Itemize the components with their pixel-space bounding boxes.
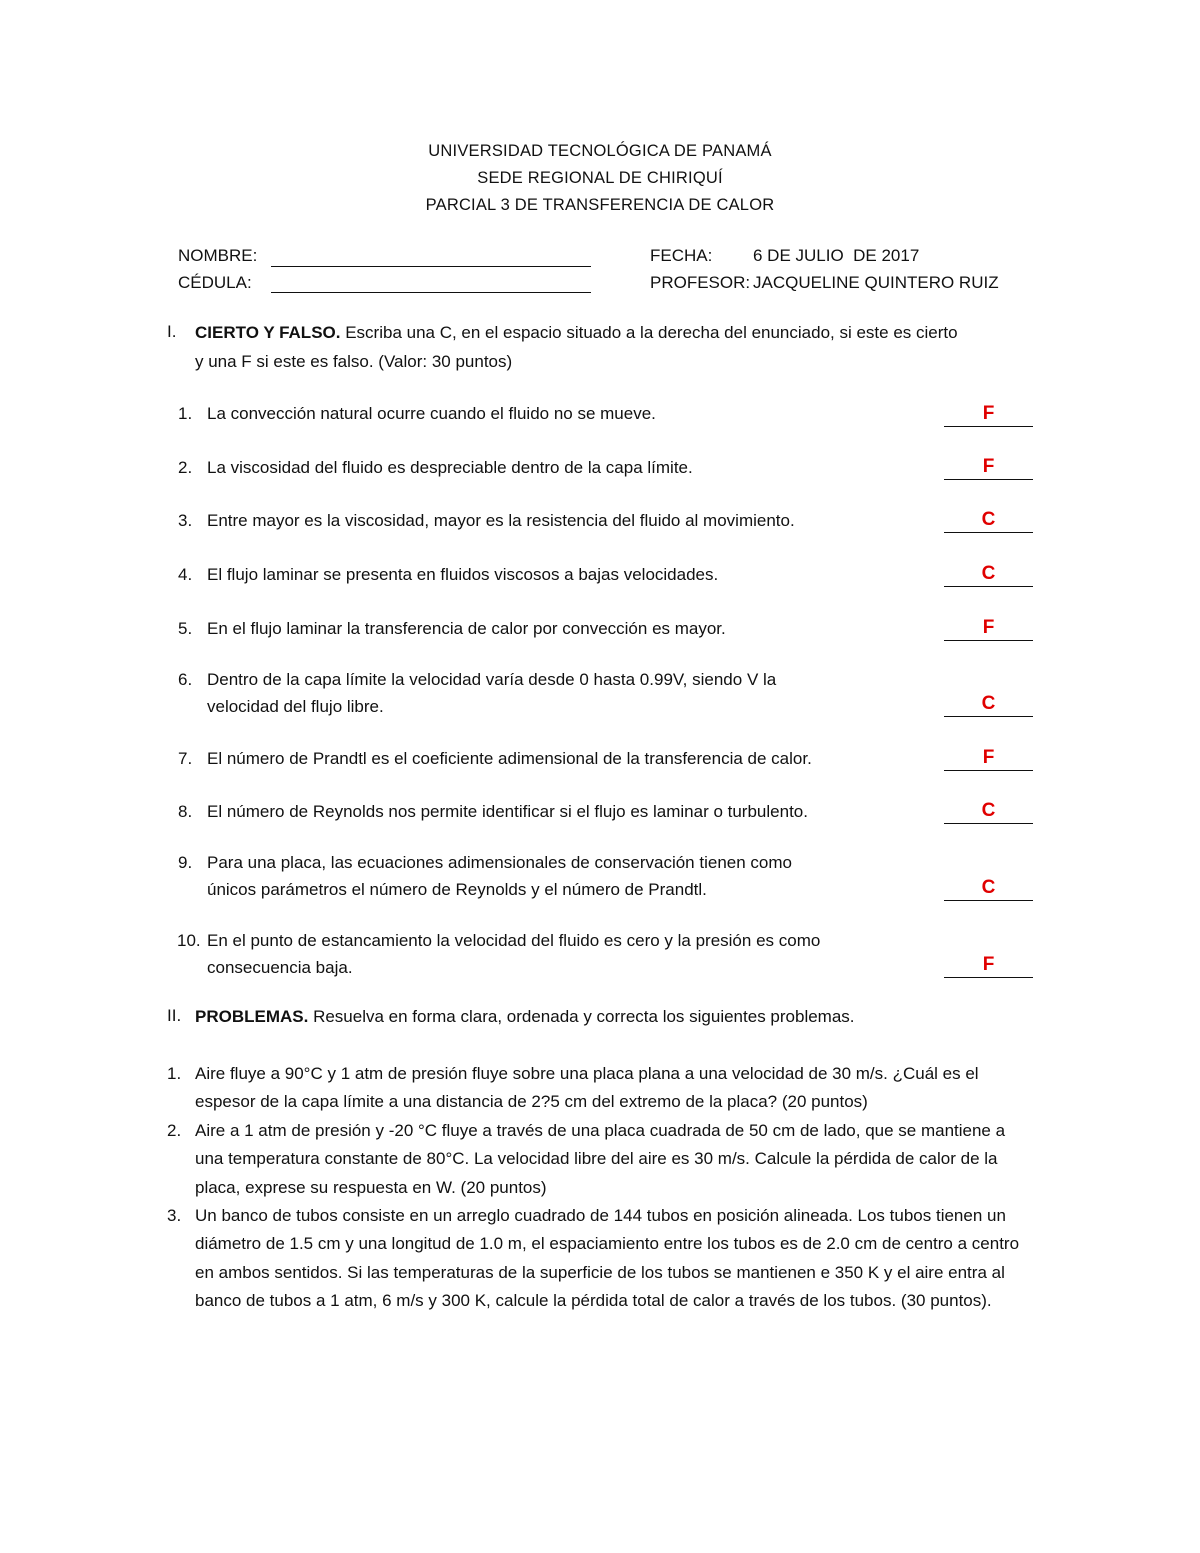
item-number: 1. <box>178 404 193 423</box>
exam-title: PARCIAL 3 DE TRANSFERENCIA DE CALOR <box>425 196 775 214</box>
problem-text: Aire a 1 atm de presión y -20 °C fluye a través de una placa cuadrada de 50 cm de lado, que se mantiene a una temperatura constante de 80°C. La velocidad libre del aire es 30 m/s. Calcule la pérdida de calor de la placa, exprese su respuesta en W. (20 puntos) <box>195 1121 1006 1197</box>
name-blank-line[interactable] <box>271 266 591 267</box>
answer-field[interactable]: F <box>944 403 1033 427</box>
answer-field[interactable]: C <box>944 800 1033 824</box>
problem-text: Aire fluye a 90°C y 1 atm de presión fluye sobre una placa plana a una velocidad de 30 m/s. ¿Cuál es el espesor de la capa límite a una distancia de 2?5 cm del extremo de la placa? (20 puntos) <box>195 1064 979 1112</box>
section-1-instruction-line1: Escriba una C, en el espacio situado a la derecha del enunciado, si este es cierto <box>340 323 958 342</box>
section-2-instructions <box>195 1002 1035 1031</box>
item-statement: La convección natural ocurre cuando el fluido no se mueve. <box>207 404 656 423</box>
answer-field[interactable]: C <box>944 563 1033 587</box>
answer-field[interactable]: C <box>944 877 1033 901</box>
professor-value: JACQUELINE QUINTERO RUIZ <box>753 273 999 292</box>
item-number: 4. <box>178 565 193 584</box>
item-number: 6. <box>178 670 193 689</box>
item-statement: El número de Reynolds nos permite identificar si el flujo es laminar o turbulento. <box>207 802 808 821</box>
item-number: 5. <box>178 619 193 638</box>
item-number: 8. <box>178 802 193 821</box>
id-blank-line[interactable] <box>271 292 591 293</box>
item-statement-line2: consecuencia baja. <box>207 958 353 977</box>
item-number: 2. <box>178 458 193 477</box>
item-statement: La viscosidad del fluido es despreciable dentro de la capa límite. <box>207 458 693 477</box>
date-value: 6 DE JULIO DE 2017 <box>753 246 920 265</box>
answer-field[interactable]: C <box>944 509 1033 533</box>
answer-field[interactable]: F <box>944 954 1033 978</box>
item-statement <box>207 666 927 720</box>
answer-field[interactable]: C <box>944 693 1033 717</box>
section-2-title: PROBLEMAS. <box>195 1007 309 1026</box>
section-1-instructions <box>195 318 1035 376</box>
name-label: NOMBRE: <box>178 246 258 265</box>
section-2-numeral: II. <box>167 1006 182 1025</box>
date-label: FECHA: <box>650 246 713 265</box>
answer-field[interactable]: F <box>944 456 1033 480</box>
item-statement: En el flujo laminar la transferencia de calor por convección es mayor. <box>207 619 726 638</box>
item-number: 9. <box>178 853 193 872</box>
item-statement-line1: En el punto de estancamiento la velocidad del fluido es cero y la presión es como <box>207 931 821 950</box>
problem-number: 2. <box>167 1121 182 1140</box>
section-1-instruction-line2: y una F si este es falso. (Valor: 30 puntos) <box>195 352 513 371</box>
item-statement <box>207 927 927 981</box>
item-statement-line2: únicos parámetros el número de Reynolds y el número de Prandtl. <box>207 880 707 899</box>
item-statement: El número de Prandtl es el coeficiente adimensional de la transferencia de calor. <box>207 749 812 768</box>
university-name: UNIVERSIDAD TECNOLÓGICA DE PANAMÁ <box>428 142 772 160</box>
item-statement-line1: Dentro de la capa límite la velocidad varía desde 0 hasta 0.99V, siendo V la <box>207 670 777 689</box>
campus-name: SEDE REGIONAL DE CHIRIQUÍ <box>477 169 723 187</box>
item-statement-line1: Para una placa, las ecuaciones adimensionales de conservación tienen como <box>207 853 792 872</box>
item-number: 10. <box>177 931 201 950</box>
section-1-numeral: I. <box>167 322 177 341</box>
section-2-instruction: Resuelva en forma clara, ordenada y correcta los siguientes problemas. <box>308 1007 855 1026</box>
section-1-title: CIERTO Y FALSO. <box>195 323 341 342</box>
answer-field[interactable]: F <box>944 617 1033 641</box>
problem-number: 1. <box>167 1064 182 1083</box>
item-statement: El flujo laminar se presenta en fluidos viscosos a bajas velocidades. <box>207 565 719 584</box>
problem-number: 3. <box>167 1206 182 1225</box>
item-statement-line2: velocidad del flujo libre. <box>207 697 384 716</box>
id-label: CÉDULA: <box>178 273 252 292</box>
answer-field[interactable]: F <box>944 747 1033 771</box>
item-statement <box>207 849 927 903</box>
item-number: 7. <box>178 749 193 768</box>
item-statement: Entre mayor es la viscosidad, mayor es la resistencia del fluido al movimiento. <box>207 511 795 530</box>
item-number: 3. <box>178 511 193 530</box>
problem-text: Un banco de tubos consiste en un arreglo cuadrado de 144 tubos en posición alineada. Los tubos tienen un diámetro de 1.5 cm y una longitud de 1.0 m, el espaciamiento entre los tubos es de 2.0 cm de centro a centro en ambos sentidos. Si las temperaturas de la superficie de los tubos se mantienen e 350 K y el aire entra al banco de tubos a 1 atm, 6 m/s y 300 K, calcule la pérdida total de calor a través de los tubos. (30 puntos). <box>195 1206 1020 1310</box>
professor-label: PROFESOR: <box>650 273 751 292</box>
